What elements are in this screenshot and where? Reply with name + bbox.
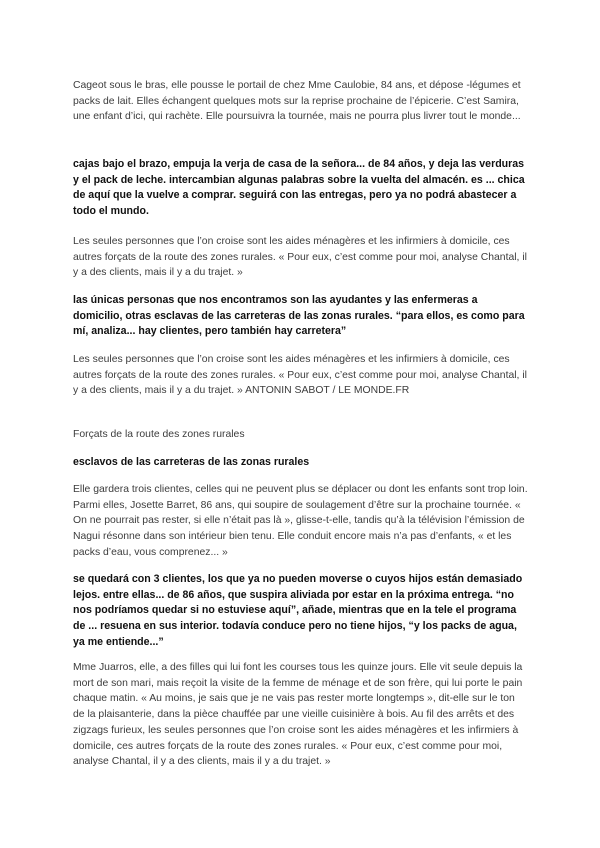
paragraph-fr-caption: Les seules personnes que l’on croise sont les aides ménagères et les infirmiers à domicile, ces autres forçats de la route des zones rurales. « Pour eux, c’est comme pour moi, analyse Chantal, il y a des clients, mais il y a du trajet. » ANTONIN SABOT / LE MONDE.FR [73, 354, 527, 397]
section-heading-fr: Forçats de la route des zones rurales [73, 429, 245, 440]
paragraph-fr-3: Elle gardera trois clientes, celles qui ne peuvent plus se déplacer ou dont les enfants sont trop loin. Parmi elles, Josette Barret, 86 ans, qui soupire de soulagement d’être sur la prochaine tournée. « On ne pourrait pas rester, si elle n’était pas là », glisse-t-elle, tandis qu’à la télévision l’émission de Nagui résonne dans son intérieur bien tenu. Elle conduit encore mais n’a pas d’enfants, « et les packs d’eau, vous comprenez... » [73, 484, 528, 558]
paragraph-es-1: cajas bajo el brazo, empuja la verja de casa de la señora... de 84 años, y deja las verduras y el pack de leche. intercambian algunas palabras sobre la vuelta del almacén. es ... chica de aquí que la vuelve a comprar. seguirá con las entregas, pero ya no podrá abastecer a todo el mundo. [73, 158, 525, 218]
paragraph-es-2: las únicas personas que nos encontramos son las ayudantes y las enfermeras a domicilio, otras esclavas de las carreteras de las zonas rurales. “para ellos, es como para mí, analiza... hay clientes, pero también hay carretera” [73, 294, 525, 338]
paragraph-fr-1: Cageot sous le bras, elle pousse le portail de chez Mme Caulobie, 84 ans, et dépose -légumes et packs de lait. Elles échangent quelques mots sur la reprise prochaine de l’épicerie. C’est Samira, une enfant d’ici, qui rachète. Elle poursuivra la tournée, mais ne pourra plus livrer tout le monde... [73, 80, 521, 123]
paragraph-es-3: se quedará con 3 clientes, los que ya no pueden moverse o cuyos hijos están demasiado lejos. entre ellas... de 86 años, que suspira aliviada por estar en la próxima entrega. “no nos podríamos quedar si no estuviese aquí”, añade, mientras que en la tele el programa de ... resuena en sus interior. todavía conduce pero no tiene hijos, “y los packs de agua, ya me entiende...” [73, 573, 523, 648]
section-heading-es: esclavos de las carreteras de las zonas rurales [73, 456, 310, 468]
paragraph-fr-2: Les seules personnes que l’on croise sont les aides ménagères et les infirmiers à domicile, ces autres forçats de la route des zones rurales. « Pour eux, c’est comme pour moi, analyse Chantal, il y a des clients, mais il y a du trajet. » [73, 236, 527, 279]
paragraph-fr-4: Mme Juarros, elle, a des filles qui lui font les courses tous les quinze jours. Elle vit seule depuis la mort de son mari, mais reçoit la visite de la femme de ménage et de son frère, qui lui porte le pain chaque matin. « Au moins, je sais que je ne vais pas rester morte longtemps », dit-elle sur le ton de la plaisanterie, dans la pièce chauffée par une vieille cuisinière à bois. Au fil des arrêts et des zigzags furieux, les seules personnes que l’on croise sont les aides ménagères et les infirmiers à domicile, ces autres forçats de la route des zones rurales. « Pour eux, c’est comme pour moi, analyse Chantal, il y a des clients, mais il y a du trajet. » [73, 662, 523, 768]
